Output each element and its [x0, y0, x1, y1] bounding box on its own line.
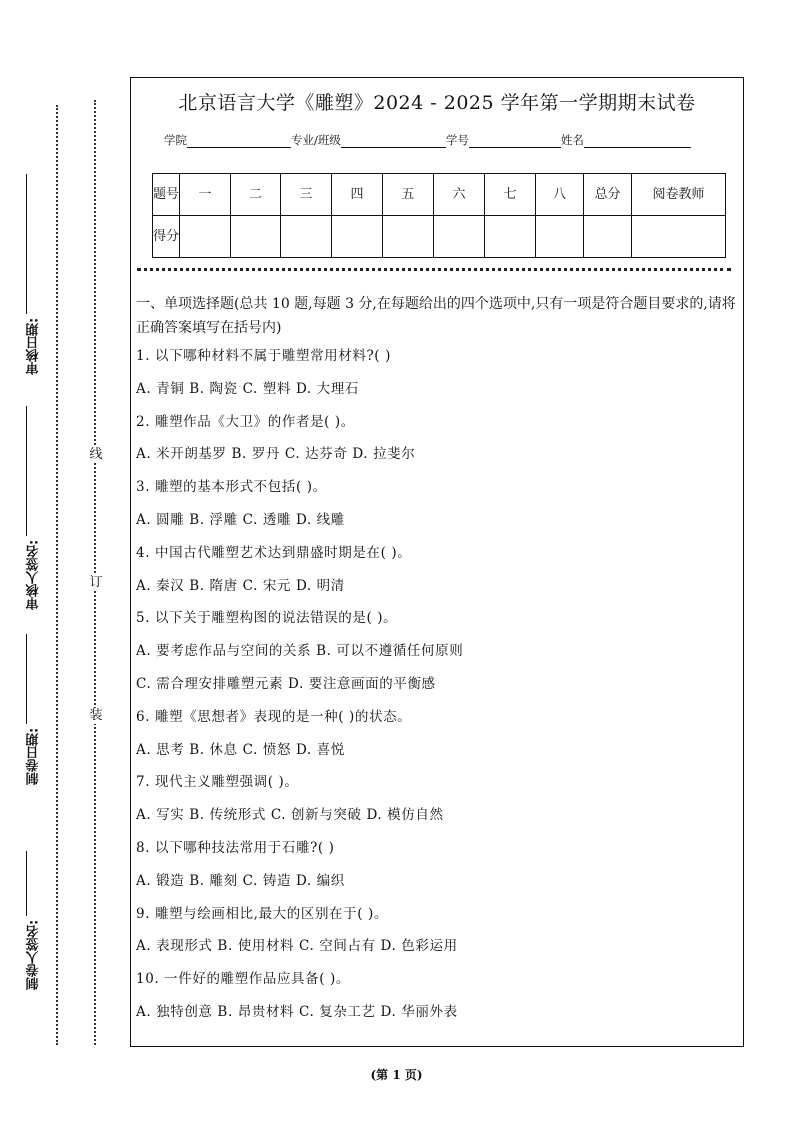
- reviewer-sign-field: [14, 380, 54, 610]
- score-row-label: 得分: [153, 216, 180, 258]
- reviewer-sign-blank[interactable]: [25, 406, 27, 536]
- maker-sign-field: [14, 850, 54, 990]
- maker-date-field: [14, 620, 54, 785]
- binding-dotted-line-left: [56, 105, 58, 1045]
- college-input[interactable]: [187, 135, 291, 148]
- option-line: A. 写实 B. 传统形式 C. 创新与突破 D. 模仿自然: [136, 807, 444, 824]
- question-line: 1. 以下哪种材料不属于雕塑常用材料?( ): [136, 348, 391, 364]
- question-line: 9. 雕塑与绘画相比,最大的区别在于( )。: [136, 905, 388, 922]
- reviewer-date-field: [14, 150, 54, 375]
- score-cell[interactable]: [485, 216, 536, 258]
- score-col-header: 六: [434, 174, 485, 216]
- maker-date-blank[interactable]: [25, 634, 27, 724]
- maker-sign-blank[interactable]: [25, 851, 27, 916]
- option-line: A. 独特创意 B. 昂贵材料 C. 复杂工艺 D. 华丽外表: [136, 1003, 458, 1020]
- option-line: C. 需合理安排雕塑元素 D. 要注意画面的平衡感: [136, 675, 436, 692]
- option-line: A. 米开朗基罗 B. 罗丹 C. 达芬奇 D. 拉斐尔: [136, 446, 416, 463]
- question-line: 10. 一件好的雕塑作品应具备( )。: [136, 971, 350, 988]
- binding-bind-char: 订: [89, 575, 103, 590]
- student-info-row: [164, 132, 691, 148]
- page-number: (第 1 页): [370, 1068, 423, 1082]
- question-line: 2. 雕塑作品《大卫》的作者是( )。: [136, 413, 355, 430]
- option-line: A. 思考 B. 休息 C. 愤怒 D. 喜悦: [136, 741, 345, 758]
- exam-frame: [130, 77, 744, 1047]
- option-line: A. 要考虑作品与空间的关系 B. 可以不遵循任何原则: [136, 643, 464, 660]
- major-class-input[interactable]: [341, 135, 446, 148]
- question-line: 5. 以下关于雕塑构图的说法错误的是( )。: [136, 610, 398, 627]
- name-label: 姓名: [560, 133, 584, 147]
- score-col-header: 四: [332, 174, 383, 216]
- option-line: A. 锻造 B. 雕刻 C. 铸造 D. 编织: [136, 872, 345, 889]
- college-label: 学院: [164, 133, 187, 147]
- reviewer-date-blank[interactable]: [25, 174, 27, 314]
- question-line: 4. 中国古代雕塑艺术达到鼎盛时期是在( )。: [136, 544, 412, 561]
- question-line: 8. 以下哪种技法常用于石雕?( ): [136, 839, 335, 856]
- grader-header: 阅卷教师: [632, 174, 726, 216]
- grader-cell[interactable]: [632, 216, 726, 258]
- score-cell[interactable]: [332, 216, 383, 258]
- binding-dotted-line-right: [94, 100, 96, 1045]
- score-col-header: 七: [485, 174, 536, 216]
- score-col-header: 五: [383, 174, 434, 216]
- name-input[interactable]: [584, 135, 691, 148]
- score-col-header: 二: [231, 174, 281, 216]
- score-table: [152, 173, 726, 258]
- score-cell[interactable]: [383, 216, 434, 258]
- question-line: 6. 雕塑《思想者》表现的是一种( )的状态。: [136, 708, 412, 725]
- student-id-label: 学号: [445, 133, 469, 147]
- score-col-header: 三: [281, 174, 332, 216]
- reviewer-sign-label: 审核人签名:: [26, 539, 42, 610]
- option-line: A. 圆雕 B. 浮雕 C. 透雕 D. 线雕: [136, 511, 345, 528]
- exam-title: 北京语言大学《雕塑》2024 - 2025 学年第一学期期末试卷: [178, 92, 696, 114]
- option-line: A. 表现形式 B. 使用材料 C. 空间占有 D. 色彩运用: [136, 938, 458, 955]
- score-cell[interactable]: [231, 216, 281, 258]
- maker-date-label: 制卷日期:: [26, 727, 42, 785]
- score-col-header: 一: [180, 174, 231, 216]
- option-line: A. 秦汉 B. 隋唐 C. 宋元 D. 明清: [136, 577, 345, 594]
- total-score-header: 总分: [584, 174, 632, 216]
- header-separator: [137, 268, 731, 271]
- score-cell[interactable]: [536, 216, 584, 258]
- binding-line-char: 线: [89, 447, 103, 462]
- question-list: [136, 340, 736, 1029]
- score-col-header: 八: [536, 174, 584, 216]
- score-cell[interactable]: [434, 216, 485, 258]
- binding-seal-char: 装: [89, 708, 103, 723]
- maker-sign-label: 制卷人签名:: [26, 919, 42, 990]
- question-number-header: 题号: [153, 174, 180, 216]
- score-table-header-row: [153, 174, 726, 216]
- score-cell[interactable]: [281, 216, 332, 258]
- major-class-label: 专业/班级: [291, 133, 341, 147]
- total-score-cell[interactable]: [584, 216, 632, 258]
- question-line: 3. 雕塑的基本形式不包括( )。: [136, 479, 327, 496]
- student-id-input[interactable]: [469, 135, 561, 148]
- score-cell[interactable]: [180, 216, 231, 258]
- reviewer-date-label: 审核日期:: [26, 317, 42, 375]
- option-line: A. 青铜 B. 陶瓷 C. 塑料 D. 大理石: [136, 380, 359, 397]
- score-table-score-row: [153, 216, 726, 258]
- question-line: 7. 现代主义雕塑强调( )。: [136, 774, 299, 791]
- section-heading: 一、单项选择题(总共 10 题,每题 3 分,在每题给出的四个选项中,只有一项是符合题目要求的,请将正确答案填写在括号内): [136, 296, 736, 336]
